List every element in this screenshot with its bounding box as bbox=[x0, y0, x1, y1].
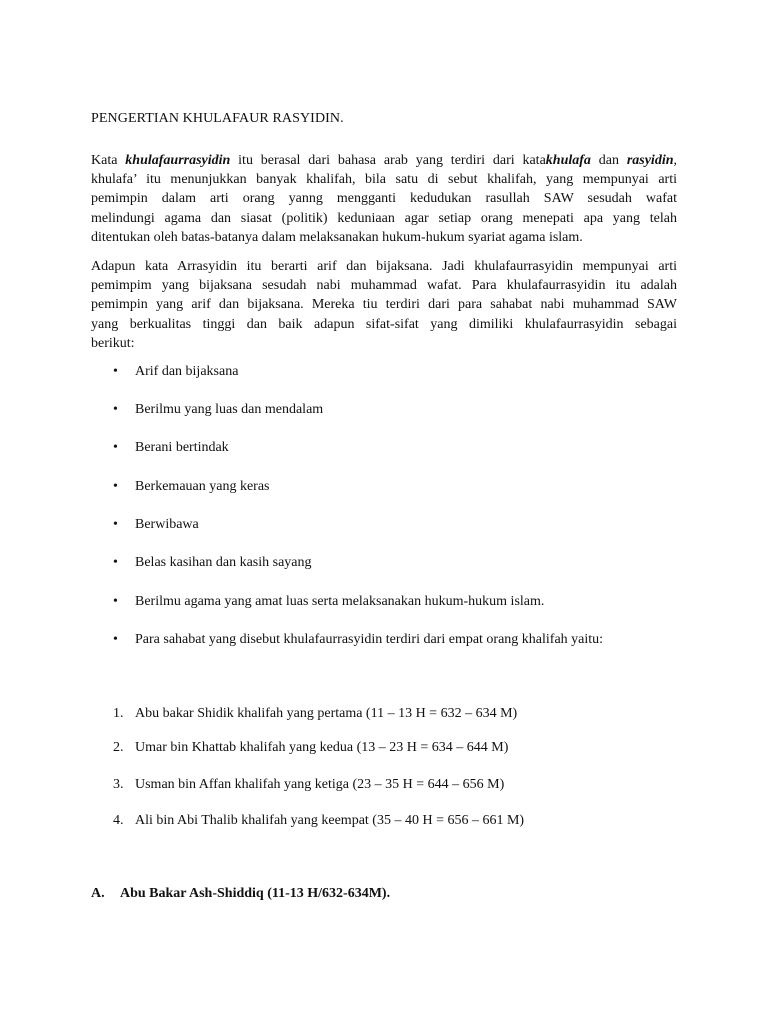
bullet-icon: • bbox=[113, 440, 118, 455]
list-number: 4. bbox=[113, 813, 124, 828]
numbered-item bbox=[113, 813, 524, 829]
term-rasyidin: rasyidin bbox=[626, 153, 674, 168]
paragraph-line: pemimpim yang bijaksana sesudah nabi muhammad wafat. Para khulafaurrasyidin itu adalah bbox=[91, 278, 677, 294]
list-item-text: Berilmu yang luas dan mendalam bbox=[135, 402, 324, 417]
numbered-item bbox=[113, 777, 504, 793]
list-item-text: Ali bin Abi Thalib khalifah yang keempat (35 – 40 H = 656 – 661 M) bbox=[135, 813, 525, 828]
list-number: 2. bbox=[113, 740, 124, 755]
paragraph-line: pemimpin dalam arti orang yanng mengganti kedudukan rasullah SAW sesudah wafat bbox=[91, 191, 677, 207]
paragraph-line: Adapun kata Arrasyidin itu berarti arif dan bijaksana. Jadi khulafaurrasyidin mempunyai arti bbox=[91, 259, 677, 274]
bullet-icon: • bbox=[113, 632, 118, 647]
paragraph-line: ditentukan oleh batas-batanya dalam melaksanakan hukum-hukum syariat agama islam. bbox=[91, 229, 583, 245]
list-item-text: Arif dan bijaksana bbox=[135, 364, 239, 379]
text-span: itu berasal dari bahasa arab yang terdiri dari kata bbox=[230, 153, 546, 168]
list-item-text: Belas kasihan dan kasih sayang bbox=[135, 555, 312, 570]
list-item-text: Umar bin Khattab khalifah yang kedua (13 – 23 H = 634 – 644 M) bbox=[135, 740, 509, 755]
numbered-item bbox=[113, 740, 508, 756]
list-item-text: Berwibawa bbox=[135, 517, 199, 532]
list-item-text: Berilmu agama yang amat luas serta melaksanakan hukum-hukum islam. bbox=[135, 594, 545, 609]
list-number: 3. bbox=[113, 777, 124, 792]
text-span: Kata bbox=[91, 153, 126, 168]
bullet-icon: • bbox=[113, 594, 118, 609]
paragraph-line: melindungi agama dan siasat (politik) keduniaan agar setiap orang menepati apa yang telah bbox=[91, 210, 677, 226]
paragraph-line: pemimpin yang arif dan bijaksana. Mereka tiu terdiri dari para sahabat nabi muhammad SAW bbox=[91, 297, 677, 313]
section-title: Abu Bakar Ash-Shiddiq (11-13 H/632-634M). bbox=[120, 886, 391, 901]
list-item-text: Berani bertindak bbox=[135, 440, 229, 455]
section-heading bbox=[91, 886, 390, 902]
list-item-text: Berkemauan yang keras bbox=[135, 479, 270, 494]
paragraph-line: khulafa’ itu menunjukkan banyak khalifah, bila satu di sebut khalifah, yang mempunyai arti bbox=[91, 172, 677, 188]
list-item-text: Abu bakar Shidik khalifah yang pertama (11 – 13 H = 632 – 634 M) bbox=[135, 706, 518, 721]
list-number: 1. bbox=[113, 706, 124, 721]
paragraph-line: yang berkualitas tinggi dan baik adapun sifat-sifat yang dimiliki khulafaurrasyidin sebagai bbox=[91, 316, 677, 332]
bullet-icon: • bbox=[113, 555, 118, 570]
list-item-text: Usman bin Affan khalifah yang ketiga (23 – 35 H = 644 – 656 M) bbox=[135, 777, 505, 792]
numbered-item bbox=[113, 706, 517, 722]
bullet-icon: • bbox=[113, 479, 118, 494]
bullet-icon: • bbox=[113, 402, 118, 417]
term-khulafa: khulafa bbox=[545, 153, 591, 168]
bullet-icon: • bbox=[113, 364, 118, 379]
text-span: dan bbox=[590, 153, 627, 168]
paragraph-line: berikut: bbox=[91, 335, 135, 351]
bullet-icon: • bbox=[113, 517, 118, 532]
list-item-text: Para sahabat yang disebut khulafaurrasyidin terdiri dari empat orang khalifah yaitu: bbox=[135, 632, 604, 647]
text-span: , bbox=[673, 153, 677, 168]
term-khulafaurrasyidin: khulafaurrasyidin bbox=[125, 153, 231, 168]
section-letter: A. bbox=[91, 886, 105, 901]
document-title: PENGERTIAN KHULAFAUR RASYIDIN. bbox=[91, 111, 344, 126]
